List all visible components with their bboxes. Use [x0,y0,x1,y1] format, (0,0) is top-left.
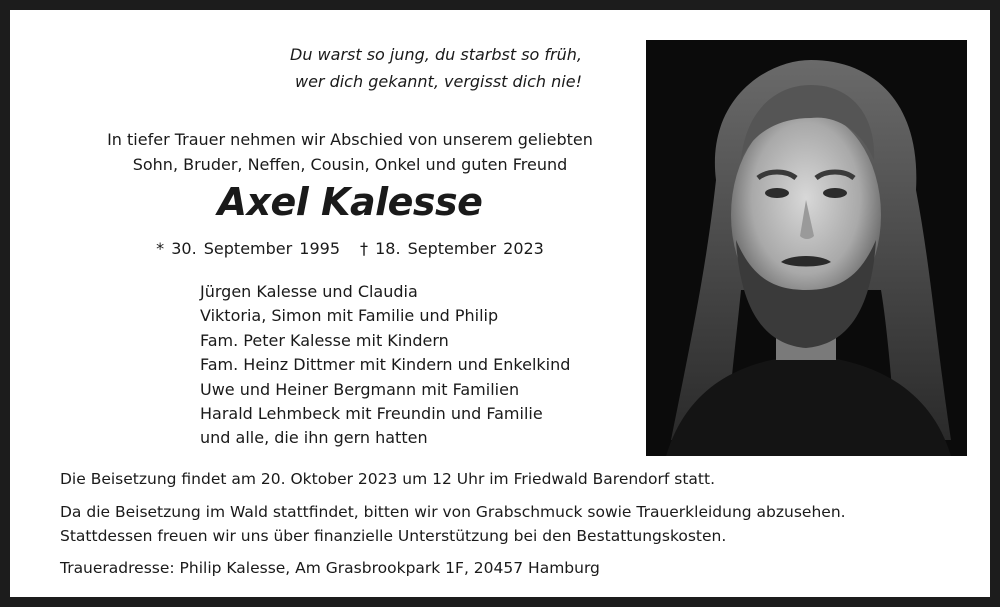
mourning-address: Traueradresse: Philip Kalesse, Am Grasbrookpark 1F, 20457 Hamburg [60,559,600,577]
quote-line-2: wer dich gekannt, vergisst dich nie! [294,72,582,91]
mourner-item: Uwe und Heiner Bergmann mit Familien [200,379,520,399]
intro-line-1: In tiefer Trauer nehmen wir Abschied von unserem geliebten [107,130,593,149]
quote-line-1: Du warst so jung, du starbst so früh, [290,45,582,64]
mourner-item: Viktoria, Simon mit Familie und Philip [200,306,499,326]
life-dates [50,239,650,258]
memorial-quote [182,41,582,95]
deceased-name: Axel Kalesse [217,180,483,224]
intro-text [50,127,650,177]
mourners-list [200,280,640,451]
mourner-item: Fam. Heinz Dittmer mit Kindern und Enkelkind [200,355,571,375]
birth-date: * 30. September 1995 [156,239,340,258]
request-line-1: Da die Beisetzung im Wald stattfindet, bitten wir von Grabschmuck sowie Trauerkleidung abzusehen. [60,503,846,521]
portrait-photo [646,40,967,456]
mourner-item: Harald Lehmbeck mit Freundin und Familie [200,404,543,424]
funeral-request [60,500,960,548]
death-date: † 18. September 2023 [360,239,544,258]
intro-line-2: Sohn, Bruder, Neffen, Cousin, Onkel und guten Freund [132,155,568,174]
mourner-item: Fam. Peter Kalesse mit Kindern [200,330,449,350]
burial-info: Die Beisetzung findet am 20. Oktober 2023 um 12 Uhr im Friedwald Barendorf statt. [60,470,715,488]
mourner-item: und alle, die ihn gern hatten [200,428,428,448]
request-line-2: Stattdessen freuen wir uns über finanzielle Unterstützung bei den Bestattungskosten. [60,527,727,545]
portrait-illustration [646,40,967,456]
mourner-item: Jürgen Kalesse und Claudia [200,282,418,301]
